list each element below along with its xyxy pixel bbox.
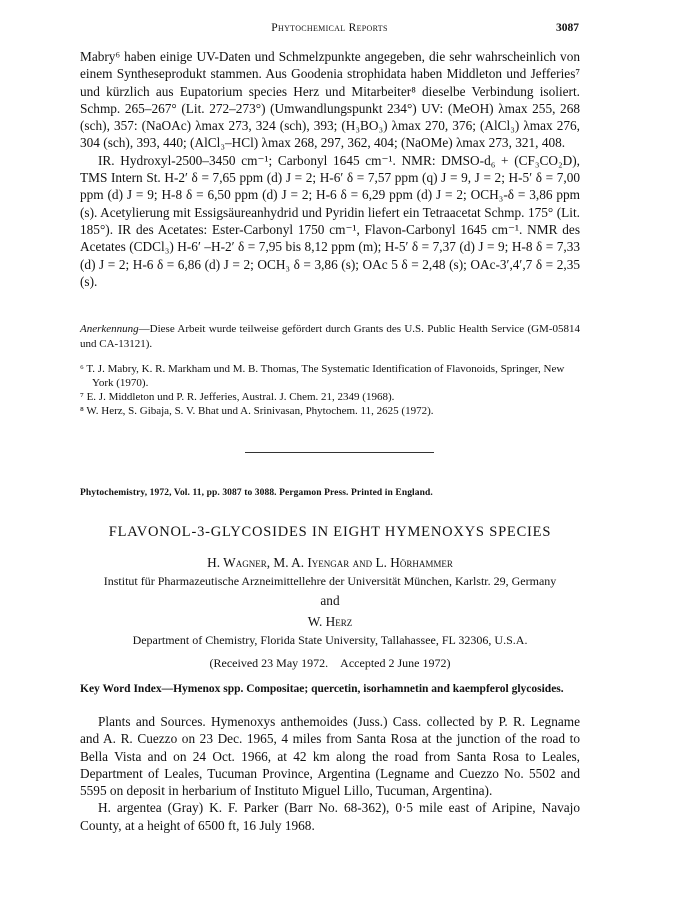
keyword-index-label: Key Word Index — [80, 683, 162, 695]
keyword-index — [80, 683, 580, 695]
acknowledgement — [80, 322, 580, 351]
institution-munich: Institut für Pharmazeutische Arzneimittellehre der Universität München, Karlstr. 29, Germany — [103, 574, 557, 588]
authors-florida: W. Herz — [307, 614, 353, 629]
previous-article-text — [80, 48, 580, 290]
paragraph-h-argentea: H. argentea (Gray) K. F. Parker (Barr No. 68-362), 0·5 mile east of Aripine, Navajo County, at a height of 6500 ft, 16 July 1968. — [80, 800, 580, 833]
article-body — [80, 713, 580, 834]
keyword-index-text: —Hymenox spp. Compositae; quercetin, isorhamnetin and kaempferol glycosides. — [161, 683, 564, 695]
running-title: Phytochemical Reports — [271, 22, 388, 34]
footnotes — [80, 362, 580, 418]
footnote-6: ⁶ T. J. Mabry, K. R. Markham und M. B. Thomas, The Systematic Identification of Flavonoids, Springer, New York (1970). — [80, 363, 565, 389]
running-header — [80, 22, 579, 40]
section-divider — [245, 452, 434, 453]
authors-munich: H. Wagner, M. A. Iyengar and L. Hörhammer — [207, 555, 453, 570]
received-accepted-dates — [80, 656, 580, 671]
journal-citation-line: Phytochemistry, 1972, Vol. 11, pp. 3087 to 3088. Pergamon Press. Printed in England. — [80, 488, 433, 498]
acknowledgement-text: —Diese Arbeit wurde teilweise gefördert durch Grants des U.S. Public Health Service (GM-05814 und CA-13121). — [80, 323, 580, 350]
paragraph-ir-nmr: IR. Hydroxyl-2500–3450 cm⁻¹; Carbonyl 1645 cm⁻¹. NMR: DMSO-d₆ + (CF₃CO₂D), TMS Intern St. H-2′ δ = 7,65 ppm (d) J = 2; H-6′ δ = 7,57 ppm (q) J = 9, J = 2; H-5′ δ = 7,00 ppm (d) J = 9; H-8 δ = 6,50 ppm (d) J = 2; H-6 δ = 6,29 ppm (d) J = 2; OCH₃-δ = 3,86 ppm (s). Acetylierung mit Essigsäureanhydrid und Pyridin liefert ein Tetraacetat Schmp. 175° (Lit. 185°). IR des Acetates: Ester-Carbonyl 1750 cm⁻¹, Flavon-Carbonyl 1645 cm⁻¹. NMR des Acetates (CDCl₃) H-6′ –H-2′ δ = 7,95 bis 8,12 ppm (m); H-5′ δ = 7,37 (d) J = 9; H-8 δ = 7,33 (d) J = 2; H-6 δ = 6,86 (d) J = 2; OCH₃ δ = 3,86 (s); OAc 5 δ = 2,48 (s); OAc-3′,4′,7 δ = 2,35 (s). — [80, 152, 580, 289]
acknowledgement-label: Anerkennung — [80, 323, 139, 335]
paragraph-uv-data: Mabry⁶ haben einige UV-Daten und Schmelzpunkte angegeben, die sehr wahrscheinlich von einem Syntheseprodukt stammen. Aus Goodenia strophidata haben Middleton und Jefferies⁷ und kürzlich aus Eupatorium species Herz und Mitarbeiter⁸ dieselbe Verbindung isoliert. Schmp. 265–267° (Lit. 272–273°) (Umwandlungspunkt 234°) UV: (MeOH) λmax 255, 268 (sch), 357: (NaOAc) λmax 273, 324 (sch), 393; (H₃BO₃) λmax 270, 376; (AlCl₃) λmax 276, 304 (sch), 393, 440; (AlCl₃–HCl) λmax 268, 297, 362, 404; (NaOMe) λmax 273, 321, 408. — [80, 49, 580, 151]
footnote-8: ⁸ W. Herz, S. Gibaja, S. V. Bhat und A. Srinivasan, Phytochem. 11, 2625 (1972). — [80, 405, 434, 417]
footnote-7: ⁷ E. J. Middleton und P. R. Jefferies, Austral. J. Chem. 21, 2349 (1968). — [80, 391, 395, 403]
page-number: 3087 — [556, 22, 579, 34]
received-date: (Received 23 May 1972. — [209, 656, 329, 670]
paragraph-plants-sources: Plants and Sources. Hymenoxys anthemoides (Juss.) Cass. collected by P. R. Legname and A. R. Cuezzo on 23 Dec. 1965, 4 miles from Santa Rosa at the junction of the road to Bella Vista and on 24 Oct. 1966, at 42 km along the road from Santa Rosa to Leales, Department of Leales, Tucuman Province, Argentina (Legname and Cuezzo No. 5502 and 5595 on deposit in herbarium of Instituto Miguel Lillo, Tucuman, Argentina). — [80, 714, 580, 799]
article-title: FLAVONOL-3-GLYCOSIDES IN EIGHT HYMENOXYS SPECIES — [108, 524, 552, 540]
institution-florida: Department of Chemistry, Florida State University, Tallahassee, FL 32306, U.S.A. — [132, 633, 528, 647]
and-separator: and — [320, 593, 340, 608]
accepted-date: Accepted 2 June 1972) — [340, 656, 451, 670]
